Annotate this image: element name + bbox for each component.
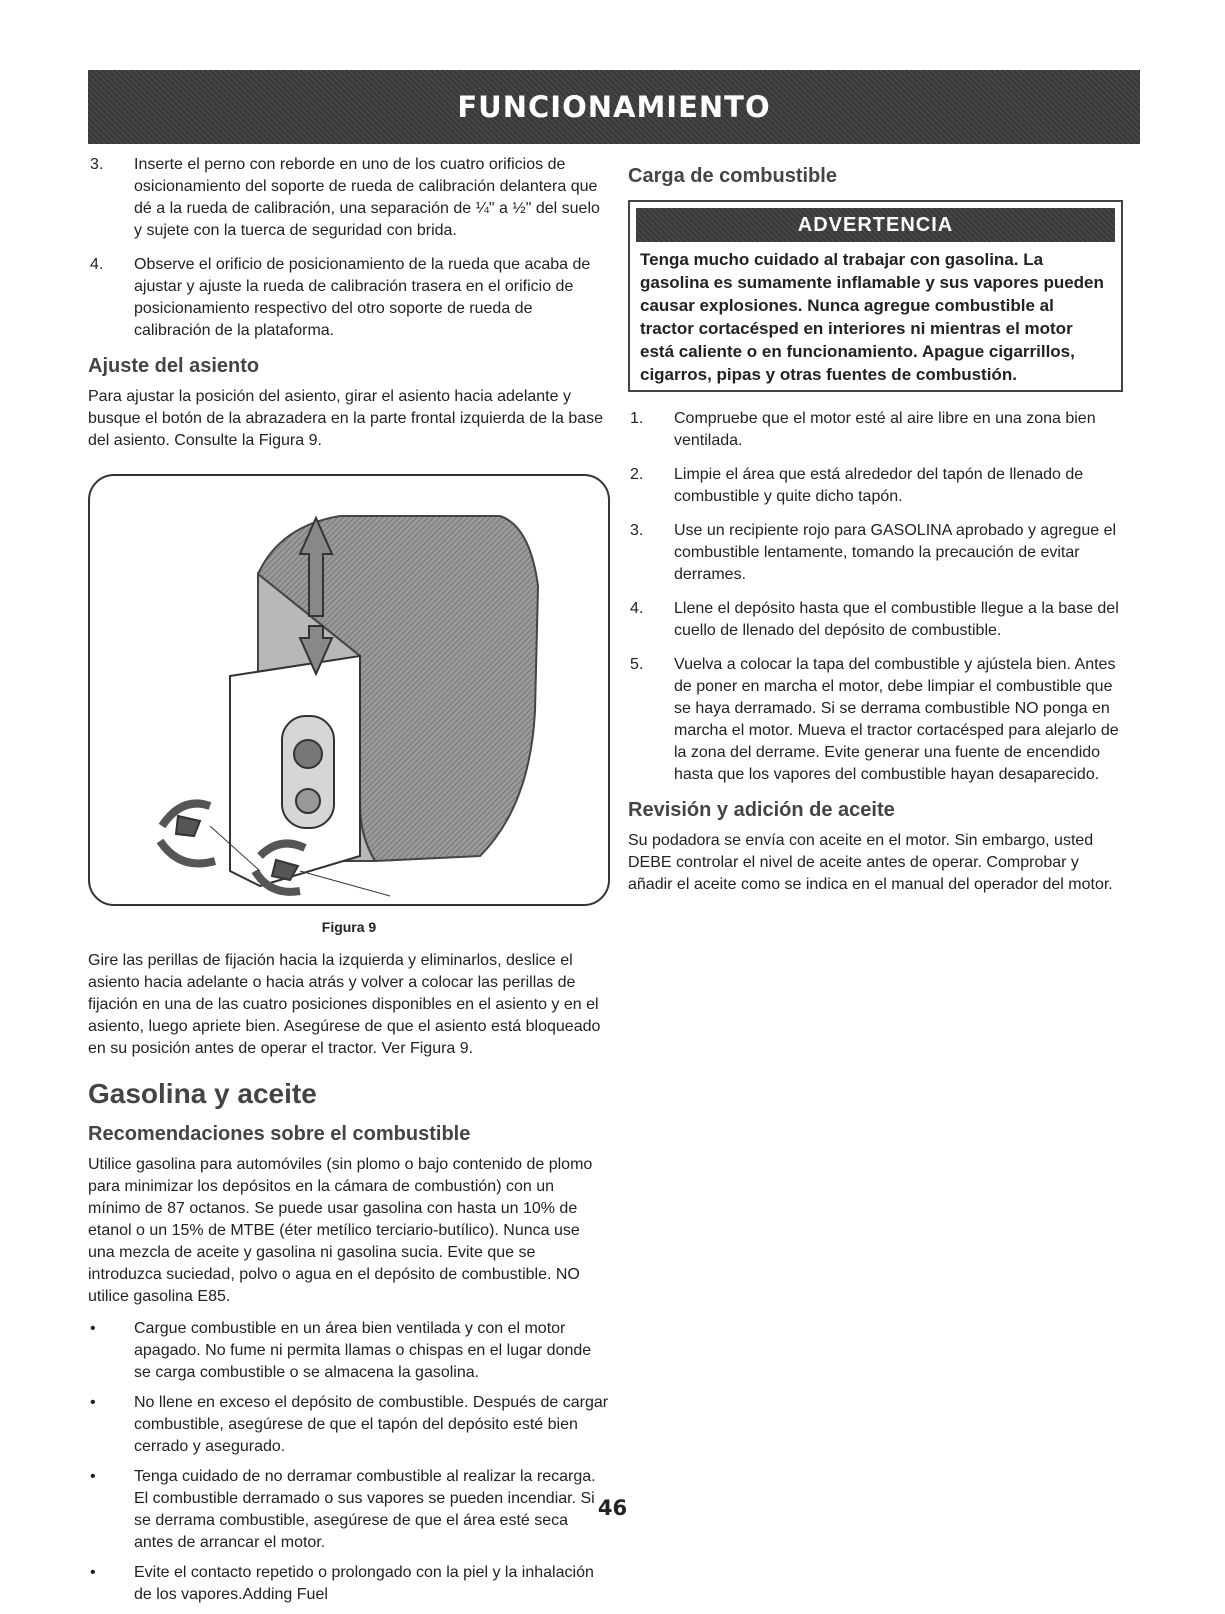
locking-knob-icon xyxy=(176,816,200,836)
bullet-marker: • xyxy=(90,1394,96,1411)
seat-adjust-paragraph: Para ajustar la posición del asiento, girar el asiento hacia adelante y busque el botón de la abrazadera en la parte frontal izquierda de la base del asiento. Consulte la Figura 9. xyxy=(88,388,604,449)
step-number: 3. xyxy=(90,156,104,173)
seat-adjust-paragraph-2: Gire las perillas de fijación hacia la izquierda y eliminarlos, deslice el asiento hacia adelante o hacia atrás y volver a colocar las perillas de fijación en una de las cuatro posiciones disponibles en el asiento y en el asiento, luego apriete bien. Asegúrese de que el asiento está bloqueado en su posición antes de operar el tractor. Ver Figura 9. xyxy=(88,952,601,1057)
fuel-oil-section-heading: Gasolina y aceite xyxy=(88,1078,317,1109)
list-item xyxy=(88,1392,610,1458)
step-text: Vuelva a colocar la tapa del combustible y ajústela bien. Antes de poner en marcha el motor, debe limpiar el combustible que se haya derramado. Si se derrama combustible NO ponga en marcha el motor. Mueva el tractor cortacésped para alejarlo de la zona del derrame. Evite generar una fuente de encendido hasta que los vapores del combustible hayan desaparecido. xyxy=(674,656,1119,783)
step-number: 1. xyxy=(630,410,644,427)
right-column xyxy=(628,154,1123,906)
figure-caption: Figura 9 xyxy=(321,919,377,935)
warning-text: Tenga mucho cuidado al trabajar con gasolina. La gasolina es sumamente inflamable y sus vapores pueden causar explosiones. Nunca agregue combustible al tractor cortacésped en interiores ni mientras el motor está caliente o en funcionamiento. Apague cigarrillos, cigarros, pipas y otras fuentes de combustión. xyxy=(640,250,1104,384)
list-item xyxy=(88,254,610,342)
knob-icon xyxy=(296,789,320,813)
warning-title-bar xyxy=(636,208,1115,242)
bullet-marker: • xyxy=(90,1468,96,1485)
bullet-text: No llene en exceso el depósito de combustible. Después de cargar combustible, asegúrese de que el tapón del depósito esté bien cerrado y asegurado. xyxy=(134,1394,609,1455)
list-item xyxy=(628,520,1123,586)
warning-box xyxy=(628,200,1123,392)
bullet-text: Evite el contacto repetido o prolongado con la piel y la inhalación de los vapores.Adding Fuel xyxy=(134,1564,594,1603)
list-item xyxy=(628,408,1123,452)
fuel-loading-heading: Carga de combustible xyxy=(628,165,837,187)
warning-title: ADVERTENCIA xyxy=(797,214,954,236)
oil-check-paragraph: Su podadora se envía con aceite en el motor. Sin embargo, usted DEBE controlar el nivel de aceite antes de operar. Comprobar y añadir el aceite como se indica en el manual del operador del motor. xyxy=(628,832,1113,893)
list-item xyxy=(88,154,610,242)
bullet-text: Tenga cuidado de no derramar combustible al realizar la recarga. El combustible derramado o sus vapores se pueden incendiar. Si se derrama combustible, asegúrese de que el área esté seca antes de arrancar el motor. xyxy=(134,1468,596,1551)
fuel-recommendations-heading: Recomendaciones sobre el combustible xyxy=(88,1123,471,1145)
step-number: 5. xyxy=(630,656,644,673)
left-column xyxy=(88,154,610,1614)
seat-diagram xyxy=(90,476,608,904)
bullet-marker: • xyxy=(90,1564,96,1581)
list-item xyxy=(88,1318,610,1384)
list-item xyxy=(628,598,1123,642)
step-text: Inserte el perno con reborde en uno de los cuatro orificios de osicionamiento del soporte de rueda de calibración delantera que dé a la rueda de calibración, una separación de ¼" a ½" del suelo y sujete con la tuerca de seguridad con brida. xyxy=(134,156,600,239)
rotate-arrow-icon xyxy=(160,841,215,864)
step-number: 4. xyxy=(90,256,104,273)
step-number: 4. xyxy=(630,600,644,617)
list-item xyxy=(628,464,1123,508)
fuel-recommendations-paragraph: Utilice gasolina para automóviles (sin plomo o bajo contenido de plomo para minimizar los depósitos en la cámara de combustión) con un mínimo de 87 octanos. Se puede usar gasolina con hasta un 10% de etanol o un 15% de MTBE (éter metílico terciario-butílico). Nunca use una mezcla de aceite y gasolina ni gasolina sucia. Evite que se introduzca suciedad, polvo o agua en el depósito de combustible. NO utilice gasolina E85. xyxy=(88,1156,593,1305)
bullet-text: Cargue combustible en un área bien ventilada y con el motor apagado. No fume ni permita llamas o chispas en el lugar donde se carga combustible o se almacena la gasolina. xyxy=(134,1320,592,1381)
step-text: Compruebe que el motor esté al aire libre en una zona bien ventilada. xyxy=(674,410,1096,449)
step-text: Observe el orificio de posicionamiento de la rueda que acaba de ajustar y ajuste la rueda de calibración trasera en el orificio de posicionamiento respectivo del otro soporte de rueda de calibración de la plataforma. xyxy=(134,256,591,339)
section-banner xyxy=(88,70,1140,144)
figure-9-seat-illustration xyxy=(88,474,610,906)
list-item xyxy=(88,1562,610,1606)
oil-check-heading: Revisión y adición de aceite xyxy=(628,799,895,821)
step-number: 3. xyxy=(630,522,644,539)
banner-title: FUNCIONAMIENTO xyxy=(457,90,771,124)
bullet-marker: • xyxy=(90,1320,96,1337)
step-text: Use un recipiente rojo para GASOLINA aprobado y agregue el combustible lentamente, tomando la precaución de evitar derrames. xyxy=(674,522,1117,583)
knob-icon xyxy=(294,740,322,768)
list-item xyxy=(628,654,1123,786)
callout-line xyxy=(300,871,390,896)
page-number: 46 xyxy=(597,1496,628,1520)
step-text: Limpie el área que está alrededor del tapón de llenado de combustible y quite dicho tapón. xyxy=(674,466,1084,505)
step-text: Llene el depósito hasta que el combustible llegue a la base del cuello de llenado del depósito de combustible. xyxy=(674,600,1119,639)
seat-adjust-heading: Ajuste del asiento xyxy=(88,355,260,377)
step-number: 2. xyxy=(630,466,644,483)
